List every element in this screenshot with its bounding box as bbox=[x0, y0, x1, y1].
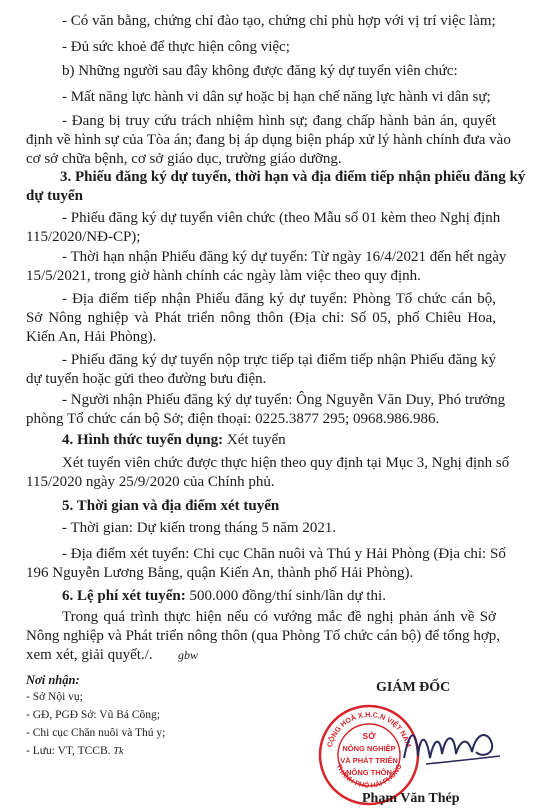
text-line: - Địa điểm xét tuyển: Chi cục Chăn nuôi và Thú y Hải Phòng (Địa chỉ: Số bbox=[62, 546, 506, 562]
text-line: Kiến An, Hải Phòng). bbox=[26, 329, 157, 345]
text-line: 196 Nguyễn Lương Bằng, quận Kiến An, thành phố Hải Phòng). bbox=[26, 565, 414, 581]
stamp-ring-top: CỘNG HOÀ X.H.C.N VIỆT NAM bbox=[324, 709, 414, 749]
handwritten-signature bbox=[396, 718, 506, 780]
section-value: 500.000 đồng/thí sinh/lần dự thi. bbox=[185, 588, 386, 604]
text-line: - Có văn bằng, chứng chỉ đào tạo, chứng chỉ phù hợp với vị trí việc làm; bbox=[62, 13, 496, 29]
stamp-line: NÔNG NGHIỆP bbox=[342, 744, 396, 753]
text-line: định về hình sự của Tòa án; đang bị áp dụng biện pháp xử lý hành chính đưa vào bbox=[26, 132, 511, 148]
text-line: - Thời hạn nhận Phiếu đăng ký dự tuyển: Từ ngày 16/4/2021 đến hết ngày bbox=[62, 249, 507, 265]
recipient-initials: Tk bbox=[113, 746, 124, 757]
section-heading: 3. Phiếu đăng ký dự tuyển, thời hạn và địa điểm tiếp nhận phiếu đăng ký bbox=[60, 169, 526, 185]
text-line: - Đủ sức khoẻ để thực hiện công việc; bbox=[62, 39, 290, 55]
section-label: 6. Lệ phí xét tuyển: bbox=[62, 588, 186, 604]
recipient-item: - Chi cục Chăn nuôi và Thú y; bbox=[26, 727, 166, 739]
recipient-item: - GĐ, PGĐ Sở: Vũ Bá Công; bbox=[26, 709, 160, 721]
stamp-line: SỞ bbox=[362, 731, 376, 741]
text-line: - Địa điểm tiếp nhận Phiếu đăng ký dự tuyển: Phòng Tổ chức cán bộ, bbox=[62, 291, 496, 307]
text-line: Sở Nông nghiệp và Phát triển nông thôn (Địa chỉ: Số 05, phố Chiêu Hoa, bbox=[26, 310, 496, 326]
section-heading bbox=[62, 431, 560, 449]
text-line: phòng Tổ chức cán bộ Sở; điện thoại: 0225.3877 295; 0968.986.986. bbox=[26, 411, 440, 427]
text-line: - Đang bị truy cứu trách nhiệm hình sự; đang chấp hành bản án, quyết bbox=[62, 113, 496, 129]
section-heading: 5. Thời gian và địa điểm xét tuyển bbox=[62, 498, 280, 514]
recipient-text: - Lưu: VT, TCCB. bbox=[26, 745, 111, 757]
text-line: - Người nhận Phiếu đăng ký dự tuyển: Ông Nguyễn Văn Duy, Phó trưởng bbox=[62, 392, 506, 408]
text-line: 15/5/2021, trong giờ hành chính các ngày làm việc theo quy định. bbox=[26, 268, 421, 284]
text-line: 115/2020 ngày 25/9/2020 của Chính phủ. bbox=[26, 474, 275, 490]
section-heading: dự tuyển bbox=[26, 188, 83, 204]
stamp-line: VÀ PHÁT TRIỂN bbox=[340, 756, 398, 765]
text-line: b) Những người sau đây không được đăng ký dự tuyển viên chức: bbox=[62, 63, 458, 79]
section-value: Xét tuyển bbox=[223, 432, 286, 448]
signer-title: GIÁM ĐỐC bbox=[376, 680, 451, 695]
text-line: cơ sở chữa bệnh, cơ sở giáo dục, trường giáo dưỡng. bbox=[26, 151, 342, 167]
text-line: - Thời gian: Dự kiến trong tháng 5 năm 2021. bbox=[62, 520, 337, 536]
text-line: - Phiếu đăng ký dự tuyển nộp trực tiếp tại điểm tiếp nhận Phiếu đăng ký bbox=[62, 352, 496, 368]
section-label: 4. Hình thức tuyển dụng: bbox=[62, 432, 224, 448]
stamp-ring-bottom: THÀNH PHỐ HẢI PHÒNG bbox=[334, 763, 404, 790]
stamp-line: NÔNG THÔN bbox=[346, 768, 392, 777]
text-line: xem xét, giải quyết./. bbox=[26, 647, 153, 663]
text-line: - Mất năng lực hành vi dân sự hoặc bị hạn chế năng lực hành vi dân sự; bbox=[62, 89, 491, 105]
text-line: - Phiếu đăng ký dự tuyển viên chức (theo Mẫu số 01 kèm theo Nghị định bbox=[62, 210, 501, 226]
recipient-item: - Sở Nội vụ; bbox=[26, 691, 83, 703]
section-heading bbox=[62, 587, 560, 605]
text-line: 115/2020/NĐ-CP); bbox=[26, 229, 141, 245]
handwritten-initials: gbw bbox=[178, 648, 199, 662]
text-line: Trong quá trình thực hiện nếu có vướng mắc đề nghị phản ánh về Sở bbox=[62, 609, 496, 625]
signer-name: Phạm Văn Thép bbox=[362, 791, 460, 806]
text-line: Xét tuyển viên chức được thực hiện theo quy định tại Mục 3, Nghị định số bbox=[62, 455, 510, 471]
text-line: Nông nghiệp và Phát triển nông thôn (qua Phòng Tổ chức cán bộ) để tổng hợp, bbox=[26, 628, 501, 644]
text-line: dự tuyển hoặc gửi theo đường bưu điện. bbox=[26, 371, 267, 387]
recipients-heading: Nơi nhận: bbox=[26, 673, 80, 687]
